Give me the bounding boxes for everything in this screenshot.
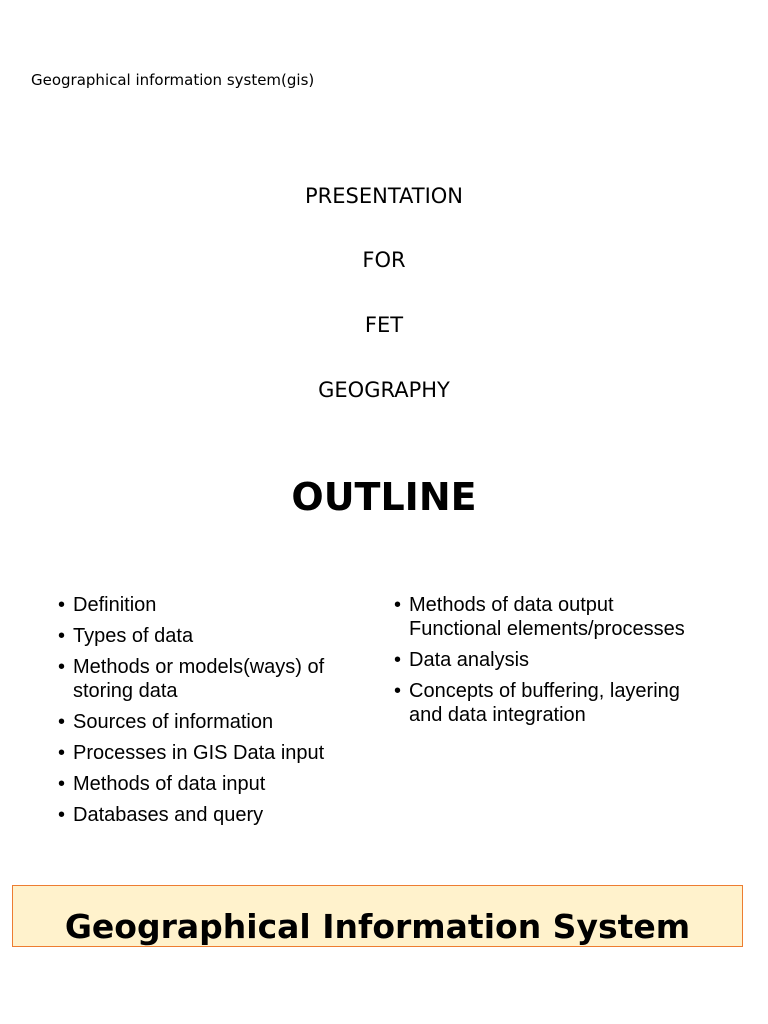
- outline-item-text: and data integration: [409, 704, 586, 726]
- title-line-fet: FET: [364, 313, 404, 337]
- outline-left-column: [58, 593, 363, 834]
- outline-item: [58, 655, 363, 703]
- outline-item: [394, 679, 729, 727]
- bullet-icon: •: [58, 656, 66, 678]
- title-line-geography: GEOGRAPHY: [318, 378, 450, 402]
- outline-item-text: Data analysis: [409, 649, 530, 671]
- outline-item-text: Methods of data input: [73, 773, 266, 795]
- outline-item-text: Types of data: [73, 625, 194, 647]
- bullet-icon: •: [394, 680, 402, 702]
- outline-item-text: Definition: [73, 594, 157, 616]
- outline-item-text: Processes in GIS Data input: [73, 742, 325, 764]
- outline-item-text: Functional elements/processes: [409, 618, 685, 640]
- outline-item-text: storing data: [73, 680, 178, 702]
- outline-heading: OUTLINE: [291, 475, 477, 519]
- outline-item: [58, 593, 363, 617]
- title-line-presentation: PRESENTATION: [304, 184, 464, 208]
- outline-item-text: Sources of information: [73, 711, 274, 733]
- bullet-icon: •: [58, 625, 66, 647]
- document-title: Geographical information system(gis): [31, 71, 315, 89]
- outline-item-text: Methods or models(ways) of: [73, 656, 325, 678]
- outline-item: [58, 624, 363, 648]
- bullet-icon: •: [58, 804, 66, 826]
- bullet-icon: •: [394, 594, 402, 616]
- outline-item: [394, 648, 729, 672]
- outline-item: [394, 593, 729, 641]
- outline-item-text: Concepts of buffering, layering: [409, 680, 680, 702]
- bullet-icon: •: [58, 773, 66, 795]
- bullet-icon: •: [394, 649, 402, 671]
- banner-title: Geographical Information System: [64, 907, 691, 946]
- outline-item: [58, 772, 363, 796]
- outline-item: [58, 803, 363, 827]
- gis-title-banner: [12, 885, 743, 947]
- outline-item: [58, 741, 363, 765]
- title-line-for: FOR: [362, 248, 406, 272]
- outline-item: [58, 710, 363, 734]
- outline-item-text: Databases and query: [73, 804, 264, 826]
- outline-item-text: Methods of data output: [409, 594, 614, 616]
- bullet-icon: •: [58, 742, 66, 764]
- bullet-icon: •: [58, 711, 66, 733]
- outline-right-column: [394, 593, 729, 734]
- bullet-icon: •: [58, 594, 66, 616]
